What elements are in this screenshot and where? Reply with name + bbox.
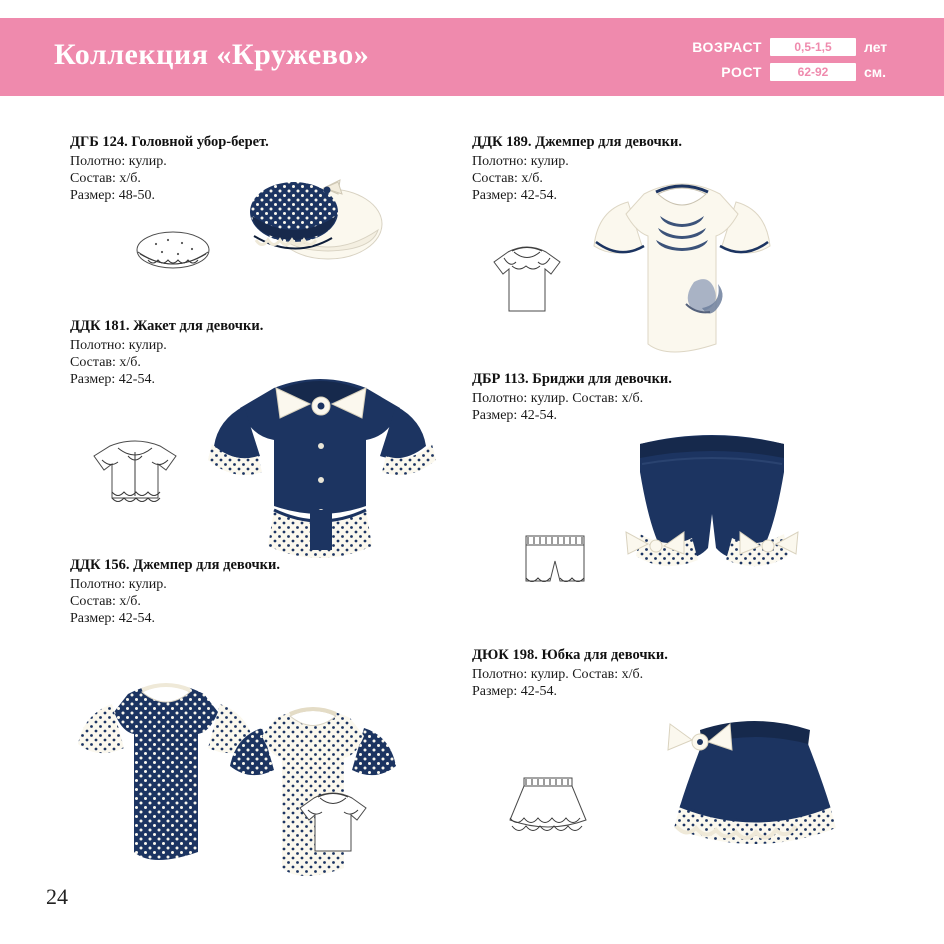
spec-unit-height: см. — [864, 63, 887, 80]
page-title: Коллекция «Кружево» — [54, 38, 370, 71]
spec-row-age — [628, 34, 898, 59]
technical-sketch-beret — [128, 224, 218, 284]
product-photo-beret — [232, 152, 392, 282]
item-composition: Состав: х/б. — [70, 355, 141, 370]
item-title: ДДК 189. Джемпер для девочки. — [472, 134, 683, 150]
item-title: ДБР 113. Бриджи для девочки. — [472, 371, 672, 387]
item-composition: Состав: х/б. — [70, 171, 141, 186]
product-photo-breeches — [612, 416, 812, 616]
spec-value-age: 0,5-1,5 — [770, 38, 856, 56]
item-block-ddk-156 — [70, 557, 410, 627]
item-size: Размер: 42-54. — [70, 611, 155, 626]
catalog-content — [0, 96, 944, 896]
spec-unit-age: лет — [864, 38, 888, 55]
item-fabric: Полотно: кулир. — [70, 577, 167, 592]
item-fabric: Полотно: кулир. Состав: х/б. — [472, 391, 644, 406]
item-size: Размер: 42-54. — [70, 372, 155, 387]
item-title: ДДК 181. Жакет для девочки. — [70, 318, 264, 334]
item-block-dyk-198 — [472, 647, 812, 700]
technical-sketch-jumper-156 — [288, 784, 378, 864]
technical-sketch-jumper-189 — [482, 236, 572, 326]
item-size: Размер: 48-50. — [70, 188, 155, 203]
item-composition: Состав: х/б. — [472, 171, 543, 186]
item-title: ДДК 156. Джемпер для девочки. — [70, 557, 281, 573]
item-size: Размер: 42-54. — [472, 188, 557, 203]
product-photo-skirt — [636, 696, 866, 876]
item-title: ДЮК 198. Юбка для девочки. — [472, 647, 668, 663]
technical-sketch-skirt — [498, 768, 598, 848]
page-header — [0, 18, 944, 96]
product-photo-jumper-189 — [582, 158, 782, 378]
technical-sketch-jacket — [80, 434, 190, 524]
item-fabric: Полотно: кулир. — [70, 338, 167, 353]
item-title: ДГБ 124. Головной убор-берет. — [70, 134, 269, 150]
item-composition: Состав: х/б. — [70, 594, 141, 609]
spec-label-age: ВОЗРАСТ — [692, 38, 762, 55]
page-number: 24 — [46, 884, 68, 909]
item-size: Размер: 42-54. — [472, 408, 557, 423]
spec-label-height: РОСТ — [721, 63, 762, 80]
spec-row-height — [628, 59, 898, 84]
item-fabric: Полотно: кулир. — [472, 154, 569, 169]
item-fabric: Полотно: кулир. Состав: х/б. — [472, 667, 644, 682]
technical-sketch-breeches — [510, 526, 600, 606]
spec-value-height: 62-92 — [770, 63, 856, 81]
item-size: Размер: 42-54. — [472, 684, 557, 699]
item-fabric: Полотно: кулир. — [70, 154, 167, 169]
spec-block — [628, 34, 898, 86]
